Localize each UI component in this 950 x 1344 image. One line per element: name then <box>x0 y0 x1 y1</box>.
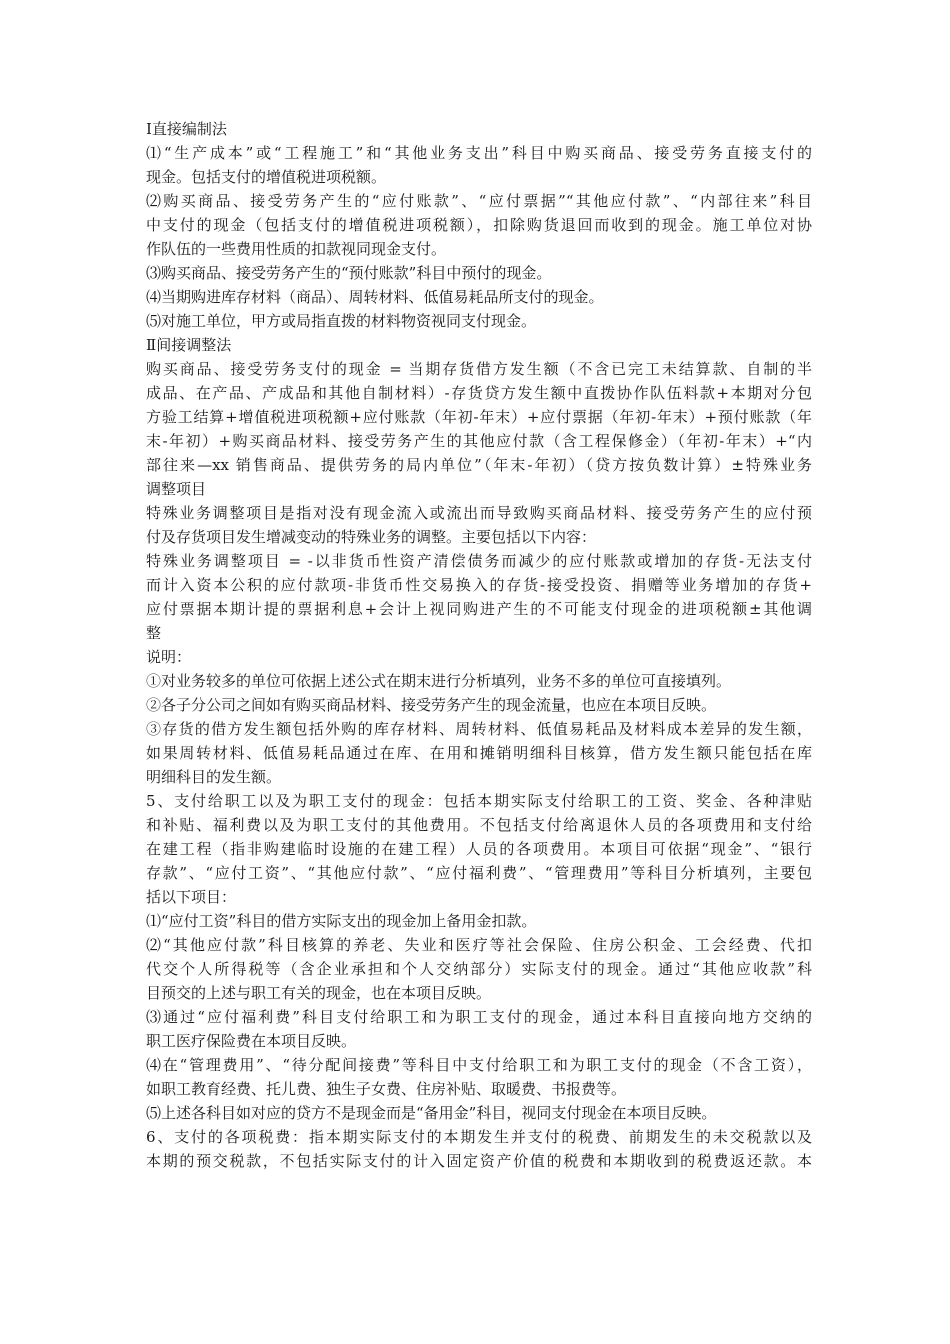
document-page <box>146 117 812 1173</box>
text-line: 而计入资本公积的应付款项-非货币性交易换入的存货-接受投资、捐赠等业务增加的存货+ <box>146 576 812 594</box>
text-line: ①对业务较多的单位可依据上述公式在期末进行分析填列，业务不多的单位可直接填列。 <box>146 672 732 690</box>
text-line: ⑶购买商品、接受劳务产生的“预付账款”科目中预付的现金。 <box>146 264 552 282</box>
text-line: 如职工教育经费、托儿费、独生子女费、住房补贴、取暖费、书报费等。 <box>146 1080 627 1098</box>
text-line: 在建工程（指非购建临时设施的在建工程）人员的各项费用。本项目可依据“现金”、“银行 <box>146 840 812 858</box>
text-line: 方验工结算+增值税进项税额+应付账款（年初-年末）+应付票据（年初-年末）+预付账款（年 <box>146 408 812 426</box>
text-line: 整 <box>146 624 162 642</box>
text-line: 现金。包括支付的增值税进项税额。 <box>146 168 387 186</box>
text-line: ⑷在“管理费用”、“待分配间接费”等科目中支付给职工和为职工支付的现金（不含工资）， <box>146 1056 812 1074</box>
text-line: 中支付的现金（包括支付的增值税进项税额），扣除购货退回而收到的现金。施工单位对协 <box>146 216 812 234</box>
text-line: 作队伍的一些费用性质的扣款视同现金支付。 <box>146 240 447 258</box>
text-line: 和补贴、福利费以及为职工支付的其他费用。不包括支付给离退休人员的各项费用和支付给 <box>146 816 812 834</box>
text-line: 如果周转材料、低值易耗品通过在库、在用和摊销明细科目核算，借方发生额只能包括在库 <box>146 744 812 762</box>
text-line: 6、支付的各项税费：指本期实际支付的本期发生并支付的税费、前期发生的未交税款以及 <box>146 1128 812 1146</box>
text-line: 特殊业务调整项目 = -以非货币性资产清偿债务而减少的应付账款或增加的存货-无法支付 <box>146 552 812 570</box>
text-line: 特殊业务调整项目是指对没有现金流入或流出而导致购买商品材料、接受劳务产生的应付预 <box>146 504 812 522</box>
text-line: 职工医疗保险费在本项目反映。 <box>146 1032 357 1050</box>
text-line: 目预交的上述与职工有关的现金，也在本项目反映。 <box>146 984 492 1002</box>
text-line: 付及存货项目发生增减变动的特殊业务的调整。主要包括以下内容： <box>146 528 597 546</box>
text-line: 存款”、“应付工资”、“其他应付款”、“应付福利费”、“管理费用”等科目分析填列，主要包 <box>146 864 812 882</box>
text-line: 成品、在产品、产成品和其他自制材料）-存货贷方发生额中直拨协作队伍料款+本期对分包 <box>146 384 812 402</box>
text-line: ⑵“其他应付款”科目核算的养老、失业和医疗等社会保险、住房公积金、工会经费、代扣 <box>146 936 812 954</box>
text-line: ⑸对施工单位，甲方或局指直拨的材料物资视同支付现金。 <box>146 312 537 330</box>
text-line: Ⅱ间接调整法 <box>146 336 232 354</box>
text-line: 代交个人所得税等（含企业承担和个人交纳部分）实际支付的现金。通过“其他应收款”科 <box>146 960 812 978</box>
text-line: ③存货的借方发生额包括外购的库存材料、周转材料、低值易耗品及材料成本差异的发生额， <box>146 720 812 738</box>
text-line: Ⅰ直接编制法 <box>146 120 227 138</box>
text-line: 部往来—xx 销售商品、提供劳务的局内单位”（年末-年初）（贷方按负数计算）±特殊业务 <box>146 456 812 474</box>
text-line: ⑶通过“应付福利费”科目支付给职工和为职工支付的现金，通过本科目直接向地方交纳的 <box>146 1008 812 1026</box>
text-line: ⑴“生产成本”或“工程施工”和“其他业务支出”科目中购买商品、接受劳务直接支付的 <box>146 144 812 162</box>
text-line: 购买商品、接受劳务支付的现金 = 当期存货借方发生额（不含已完工未结算款、自制的半 <box>146 360 812 378</box>
text-line: 调整项目 <box>146 480 207 498</box>
text-line: 5、支付给职工以及为职工支付的现金：包括本期实际支付给职工的工资、奖金、各种津贴 <box>146 792 812 810</box>
text-line: ⑸上述各科目如对应的贷方不是现金而是“备用金”科目，视同支付现金在本项目反映。 <box>146 1104 717 1122</box>
text-line: ②各子分公司之间如有购买商品材料、接受劳务产生的现金流量，也应在本项目反映。 <box>146 696 717 714</box>
text-line: ⑴“应付工资”科目的借方实际支出的现金加上备用金扣款。 <box>146 912 537 930</box>
text-line: 本期的预交税款，不包括实际支付的计入固定资产价值的税费和本期收到的税费返还款。本 <box>146 1152 812 1170</box>
text-line: ⑵购买商品、接受劳务产生的“应付账款”、“应付票据”“其他应付款”、“内部往来”科目 <box>146 192 812 210</box>
text-line: 括以下项目： <box>146 888 237 906</box>
text-line: 末-年初）+购买商品材料、接受劳务产生的其他应付款（含工程保修金）（年初-年末）+“内 <box>146 432 812 450</box>
text-line: 说明： <box>146 648 192 666</box>
text-line: 应付票据本期计提的票据利息+会计上视同购进产生的不可能支付现金的进项税额±其他调 <box>146 600 812 618</box>
text-line: ⑷当期购进库存材料（商品）、周转材料、低值易耗品所支付的现金。 <box>146 288 604 306</box>
text-line: 明细科目的发生额。 <box>146 768 282 786</box>
